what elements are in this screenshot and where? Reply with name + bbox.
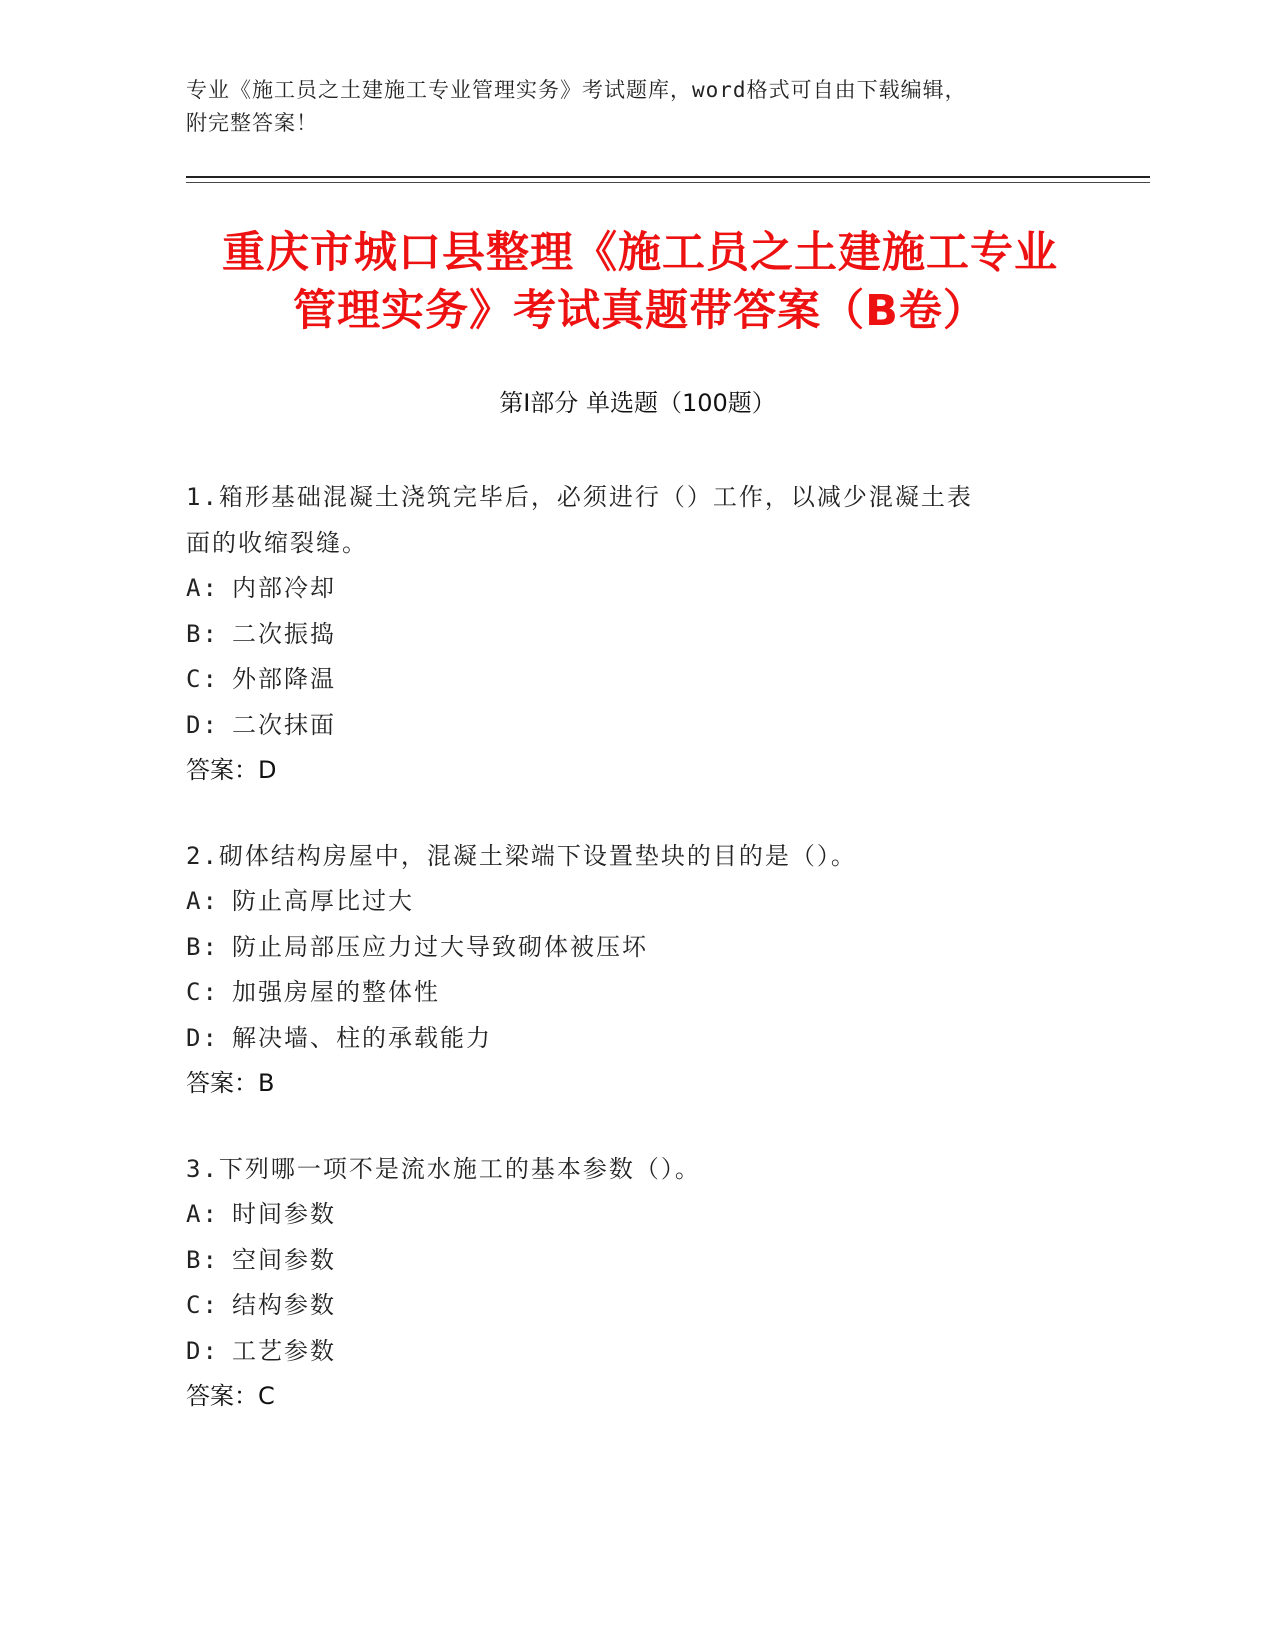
option-text: 工艺参数	[232, 1336, 336, 1365]
option-letter: D:	[186, 710, 219, 739]
option-letter: C:	[186, 665, 219, 693]
option-text: 外部降温	[232, 665, 336, 693]
option-letter: D:	[186, 1023, 219, 1052]
option-b	[186, 612, 1086, 658]
option-c	[186, 1283, 1086, 1329]
option-text: 二次抹面	[232, 710, 336, 739]
question-text-line-1: 3.下列哪一项不是流水施工的基本参数（）。	[186, 1154, 701, 1183]
option-text: 防止高厚比过大	[232, 887, 414, 915]
header-divider-thick	[186, 176, 1150, 178]
answer: 答案：B	[186, 1069, 275, 1097]
option-d	[186, 1016, 1086, 1062]
header-note-line-2: 附完整答案！	[186, 111, 318, 135]
option-letter: B:	[186, 619, 219, 648]
option-letter: A:	[186, 887, 219, 915]
header-note	[186, 74, 1086, 140]
question-text	[186, 834, 1066, 880]
question-2	[186, 834, 1086, 1107]
option-b	[186, 1238, 1086, 1284]
option-text: 时间参数	[232, 1200, 336, 1228]
answer: 答案：D	[186, 756, 277, 784]
option-letter: C:	[186, 978, 219, 1006]
answer: 答案：C	[186, 1382, 275, 1410]
option-text: 结构参数	[232, 1291, 336, 1319]
option-d	[186, 1329, 1086, 1375]
question-text-line-1: 2.砌体结构房屋中，混凝土梁端下设置垫块的目的是（）。	[186, 841, 857, 870]
option-b	[186, 925, 1086, 971]
option-letter: A:	[186, 1200, 219, 1228]
option-letter: D:	[186, 1336, 219, 1365]
document-title	[160, 224, 1120, 340]
option-letter: A:	[186, 574, 219, 602]
question-text	[186, 1147, 1066, 1193]
option-text: 加强房屋的整体性	[232, 978, 440, 1006]
option-letter: B:	[186, 1245, 219, 1274]
question-list	[186, 475, 1086, 1460]
header-note-line-1: 专业《施工员之土建施工专业管理实务》考试题库，word格式可自由下载编辑，	[186, 78, 967, 102]
option-letter: C:	[186, 1291, 219, 1319]
option-text: 内部冷却	[232, 574, 336, 602]
option-text: 解决墙、柱的承载能力	[232, 1023, 492, 1052]
document-title-line-1: 重庆市城口县整理《施工员之土建施工专业	[222, 228, 1058, 278]
option-c	[186, 657, 1086, 703]
question-text-line-1: 1.箱形基础混凝土浇筑完毕后，必须进行（）工作，以减少混凝土表	[186, 483, 973, 511]
option-letter: B:	[186, 932, 219, 961]
question-1	[186, 475, 1086, 794]
question-text	[186, 475, 1066, 566]
option-d	[186, 703, 1086, 749]
option-text: 二次振捣	[232, 619, 336, 648]
option-a	[186, 879, 1086, 925]
section-title: 第Ⅰ部分 单选题（100题）	[499, 389, 776, 417]
option-c	[186, 970, 1086, 1016]
option-text: 防止局部压应力过大导致砌体被压坏	[232, 932, 648, 961]
question-3	[186, 1147, 1086, 1420]
header-divider-thin	[186, 182, 1150, 183]
option-text: 空间参数	[232, 1245, 336, 1274]
question-text-line-2: 面的收缩裂缝。	[186, 528, 368, 557]
option-a	[186, 1192, 1086, 1238]
option-a	[186, 566, 1086, 612]
document-title-line-2: 管理实务》考试真题带答案（B卷）	[293, 286, 987, 336]
